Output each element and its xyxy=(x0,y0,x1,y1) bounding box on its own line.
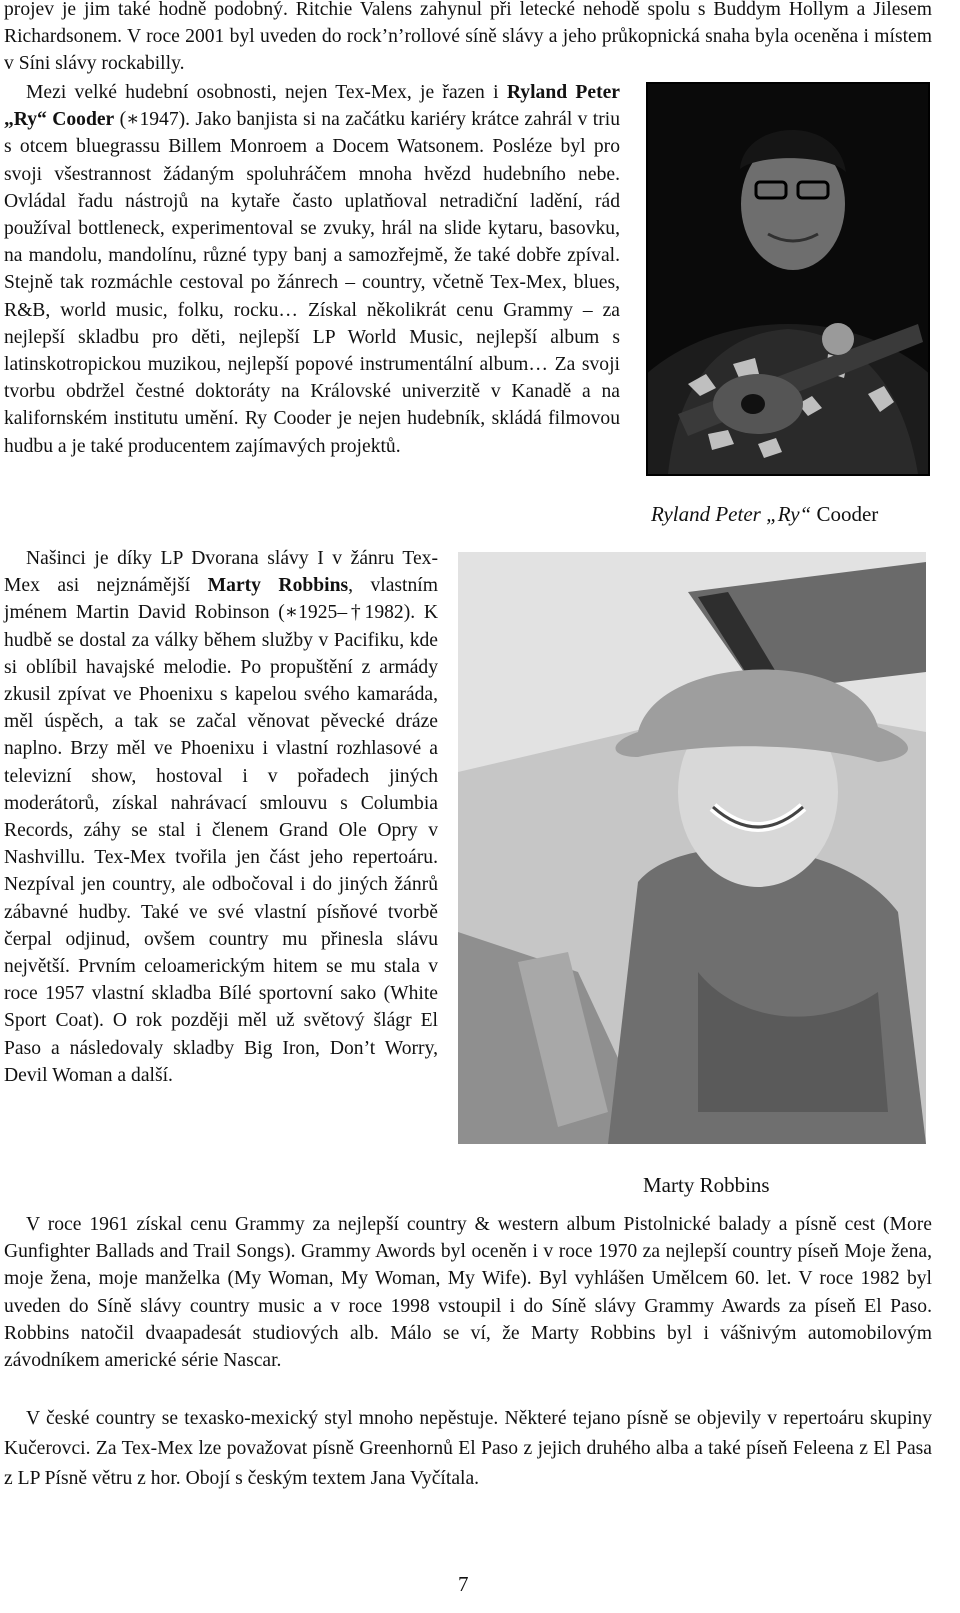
czech-country-paragraph xyxy=(4,1404,932,1494)
marty-robbins-photo-image xyxy=(458,552,926,1144)
cooder-text: Mezi velké hudební osobnosti, nejen Tex-Mex, je řazen i Ryland Peter „Ry“ Cooder (∗1947). Jako banjista si na začátku kariéry krátce zahrál v triu s otcem bluegrassu Billem Monroem a Docem Watsonem. Posléze byl pro svoji všestrannost žádaným spoluhráčem mnoha hvězd hudebního nebe. Ovládal řadu nástrojů na kytaře často uplatňoval netradiční ladění, rád používal bottleneck, experimentoval se zvuky, hrál na slide kytaru, basovku, na mandolu, mandolínu, různé typy banj a samozřejmě, že také dobře zpíval. Stejně tak rozmáchle cestoval po žánrech – country, včetně Tex-Mex, blues, R&B, world music, folku, rocku… Získal několikrát cenu Grammy – za nejlepší skladbu pro děti, nejlepší LP World Music, nejlepší album s latinskotropickou muzikou, nejlepší popové instrumentální album… Za svoji tvorbu obdržel čestné doktoráty na Královské univerzitě v Kanadě a na kalifornském institutu umění. Ry Cooder je nejen hudebník, skládá filmovou hudbu a je také producentem zajímavých projektů. xyxy=(4,82,620,457)
cooder-name: Ryland Peter „Ry“ Cooder xyxy=(4,82,620,131)
marty-robbins-photo xyxy=(458,552,926,1144)
intro-paragraph xyxy=(4,0,932,78)
robbins-paragraph xyxy=(4,545,438,1089)
robbins-name: Marty Robbins xyxy=(207,575,349,597)
ry-cooder-photo-image xyxy=(648,84,928,474)
cooder-paragraph xyxy=(4,79,620,460)
ry-cooder-photo xyxy=(646,82,930,476)
marty-robbins-caption: Marty Robbins xyxy=(643,1173,770,1197)
ry-cooder-caption: Ryland Peter „Ry“ Cooder xyxy=(651,502,879,526)
robbins-text-2: V roce 1961 získal cenu Grammy za nejlepší country & western album Pistolnické balady a písně cest (More Gunfighter Ballads and Trail Songs). Grammy Awords byl oceněn i v roce 1970 za nejlepší country píseň Moje žena, moje žena, moje manželka (My Woman, My Woman, My Wife). Byl vyhlášen Umělcem 60. let. V roce 1982 byl uveden do Síně slávy country music a v roce 1998 vstoupil i do Síně slávy Grammy Awards za píseň El Paso. Robbins natočil dvaapadesát studiových alb. Málo se ví, že Marty Robbins byl i vášnivým automobilovým závodníkem americké série Nascar. xyxy=(4,1214,932,1372)
page-number: 7 xyxy=(458,1572,469,1596)
intro-text: projev je jim také hodně podobný. Ritchie Valens zahynul při letecké nehodě spolu s Buddym Hollym a Jilesem Richardsonem. V roce 2001 byl uveden do rock’n’rollové síně slávy a jeho průkopnická snaha byla oceněna i místem v Síni slávy rockabilly. xyxy=(4,0,932,75)
robbins-paragraph-2 xyxy=(4,1211,932,1374)
czech-country-text: V české country se texasko-mexický styl mnoho nepěstuje. Některé tejano písně se objevily v repertoáru skupiny Kučerovci. Za Tex-Mex lze považovat písně Greenhornů El Paso z jejich druhého alba a také píseň Feleena z El Pasa z LP Písně větru z hor. Obojí s českým textem Jana Vyčítala. xyxy=(4,1408,932,1489)
robbins-text: Našinci je díky LP Dvorana slávy I v žánru Tex-Mex asi nejznámější Marty Robbins, vlastním jménem Martin David Robinson (∗1925–†1982). K hudbě se dostal za války během služby v Pacifiku, kde si oblíbil havajské melodie. Po propuštění z armády zkusil zpívat ve Phoenixu s kapelou svého kamaráda, měl úspěch, a tak se začal věnovat pěvecké dráze naplno. Brzy měl ve Phoenixu i vlastní rozhlasové a televizní show, hostoval i v pořadech jiných moderátorů, získal nahrávací smlouvu s Columbia Records, záhy se stal i členem Grand Ole Opry v Nashvillu. Tex-Mex tvořila jen část jeho repertoáru. Nezpíval jen country, ale odbočoval i do jiných žánrů zábavné hudby. Také ve své vlastní písňové tvorbě čerpal odjinud, ovšem country mu přinesla slávu největší. Prvním celoamerickým hitem se mu stala v roce 1957 vlastní skladba Bílé sportovní sako (White Sport Coat). O rok později měl už světový šlágr El Paso a následovaly skladby Big Iron, Don’t Worry, Devil Woman a další. xyxy=(4,548,438,1086)
